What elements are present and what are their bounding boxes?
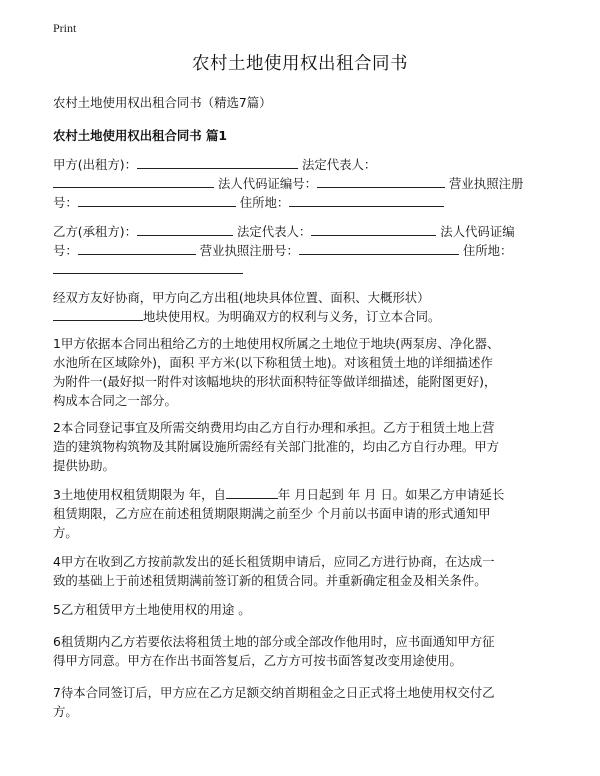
party-a-license-blank	[78, 193, 236, 207]
party-a-address-blank	[289, 193, 444, 207]
clause-3-line-3: 方。	[53, 525, 78, 540]
party-b-line-3	[53, 260, 553, 279]
party-a-license-label: 营业执照注册	[449, 176, 524, 191]
party-a-code-label: 法人代码证编号：	[217, 176, 318, 191]
document-title: 农村土地使用权出租合同书	[192, 54, 408, 74]
party-b-rep-blank	[311, 222, 436, 236]
party-b-address-blank	[53, 260, 243, 274]
clause-3-line-1	[53, 485, 553, 504]
party-b-address-label: 住所地：	[462, 243, 513, 258]
clause-1-line: 水池所在区域除外)，面积 平方米(以下称租赁土地)。对该租赁土地的详细描述作	[53, 355, 493, 370]
party-a-line-3	[53, 193, 553, 212]
clause-4-line: 4甲方在收到乙方按前款发出的延长租赁期申请后，应同乙方进行协商，在达成一	[53, 554, 495, 569]
party-b-license-blank	[299, 241, 459, 255]
party-a-rep-blank	[53, 174, 214, 188]
clause-6	[53, 632, 553, 670]
clause-2-line: 2本合同登记事宜及所需交纳费用均由乙方自行办理和承担。乙方于租赁土地上营	[53, 420, 495, 435]
clause-5-line: 5乙方租赁甲方土地使用权的用途 。	[53, 602, 251, 617]
party-a-code-blank	[317, 174, 445, 188]
party-a-license-cont: 号：	[53, 195, 78, 210]
party-b-line-1	[53, 222, 553, 241]
clause-6-line: 6租赁期内乙方若要依法将租赁土地的部分或全部改作他用时，应书面通知甲方征	[53, 634, 495, 649]
party-b-rep-label: 法定代表人：	[236, 224, 312, 239]
party-a-address-label: 住所地：	[239, 195, 290, 210]
party-a-rep-label: 法定代表人：	[301, 157, 377, 172]
party-b-license-label: 营业执照注册号：	[199, 243, 299, 258]
clause-1	[53, 334, 553, 410]
document-subtitle: 农村土地使用权出租合同书（精选7篇）	[53, 95, 272, 110]
party-b-code-blank	[78, 241, 196, 255]
clause-2-line: 提供协助。	[53, 458, 115, 473]
clause-3-part-b: 年 月日起到 年 月 日。如果乙方申请延长	[277, 487, 505, 502]
clause-5	[53, 600, 553, 619]
party-b-label: 乙方(承租方)：	[53, 224, 138, 239]
clause-2-line: 造的建筑物构筑物及其附属设施所需经有关部门批准的，均由乙方自行办理。甲方	[53, 439, 500, 454]
clause-3-date-blank	[226, 485, 278, 499]
party-b-name-blank	[137, 222, 233, 236]
clause-3	[53, 485, 553, 542]
clause-2	[53, 418, 553, 475]
clause-1-line: 构成本合同之一部分。	[53, 393, 177, 408]
party-b-line-2	[53, 241, 553, 260]
clause-7-line: 方。	[53, 704, 78, 719]
party-a-label: 甲方(出租方)：	[53, 157, 138, 172]
intro-line-2	[53, 307, 553, 326]
party-a-line-1	[53, 155, 553, 174]
print-link[interactable]: Print	[53, 21, 77, 35]
clause-1-line: 1甲方依据本合同出租给乙方的土地使用权所属之土地位于地块(两泵房、净化器、	[53, 336, 500, 351]
party-a-name-blank	[137, 155, 298, 169]
clause-4	[53, 552, 553, 590]
clause-3-part-a: 3土地使用权租赁期限为 年，自	[53, 487, 226, 502]
clause-7	[53, 683, 553, 721]
party-a-line-2	[53, 174, 553, 193]
intro-paragraph	[53, 288, 553, 326]
clause-1-line: 为附件一(最好拟一附件对该幅地块的形状面积特征等做详细描述，能附图更好)，	[53, 374, 497, 389]
clause-6-line: 得甲方同意。甲方在作出书面答复后，乙方方可按书面答复改变用途使用。	[53, 653, 462, 668]
clause-7-line: 7待本合同签订后，甲方应在乙方足额交纳首期租金之日正式将土地使用权交付乙	[53, 685, 495, 700]
party-b-code-label: 法人代码证编	[440, 224, 515, 239]
section-title: 农村土地使用权出租合同书 篇1	[53, 128, 228, 143]
clause-3-line-2: 租赁期限，乙方应在前述租赁期限期满之前至少 个月前以书面申请的形式通知甲	[53, 506, 491, 521]
intro-line-2-text: 地块使用权。为明确双方的权利与义务，订立本合同。	[143, 309, 441, 324]
intro-line-1: 经双方友好协商，甲方向乙方出租(地块具体位置、面积、大概形状）	[53, 290, 430, 305]
intro-blank	[53, 307, 143, 321]
clause-4-line: 致的基础上于前述租赁期满前签订新的租赁合同。并重新确定租金及相关条件。	[53, 573, 487, 588]
party-b-code-cont: 号：	[53, 243, 78, 258]
